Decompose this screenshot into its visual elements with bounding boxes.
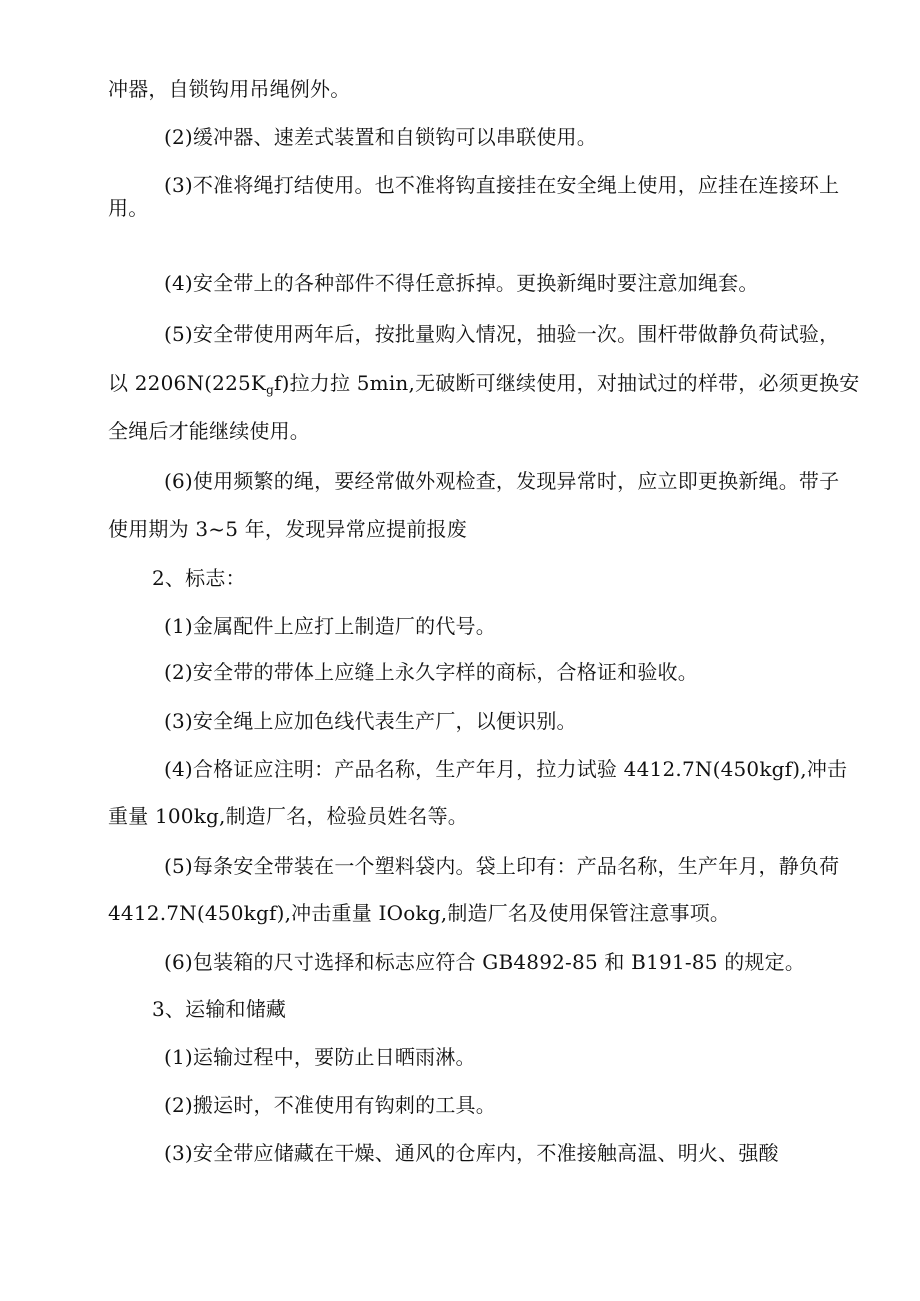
paragraph-line: 使用期为 3~5 年，发现异常应提前报废: [108, 517, 467, 541]
text-segment: f)拉力拉 5min,无破断可继续使用，对抽试过的样带，必须更换安: [273, 371, 860, 395]
paragraph-line: 重量 100kg,制造厂名，检验员姓名等。: [108, 804, 469, 828]
paragraph-line: (3)不准将绳打结使用。也不准将钩直接挂在安全绳上使用，应挂在连接环上: [164, 173, 840, 197]
paragraph-line: (4)安全带上的各种部件不得任意拆掉。更换新绳时要注意加绳套。: [164, 271, 759, 295]
section-heading: 3、运输和储藏: [152, 997, 287, 1021]
section-heading: 2、标志：: [152, 566, 246, 590]
paragraph-line: (2)搬运时，不准使用有钩刺的工具。: [164, 1093, 496, 1117]
subscript-text: g: [266, 383, 274, 397]
paragraph-line: 用。: [108, 196, 149, 220]
paragraph-line: 4412.7N(450kgf),冲击重量 IOokg,制造厂名及使用保管注意事项。: [108, 901, 731, 925]
paragraph-line: (4)合格证应注明：产品名称，生产年月，拉力试验 4412.7N(450kgf),冲击: [164, 757, 848, 781]
paragraph-line: (5)每条安全带装在一个塑料袋内。袋上印有：产品名称，生产年月，静负荷: [164, 854, 840, 878]
paragraph-line: (2)安全带的带体上应缝上永久字样的商标，合格证和验收。: [164, 660, 698, 684]
paragraph-line: (2)缓冲器、速差式装置和自锁钩可以串联使用。: [164, 125, 597, 149]
paragraph-line: (5)安全带使用两年后，按批量购入情况，抽验一次。围杆带做静负荷试验，: [164, 322, 840, 346]
paragraph-line: 冲器，自锁钩用吊绳例外。: [108, 77, 351, 101]
paragraph-line: (3)安全带应储藏在干燥、通风的仓库内，不准接触高温、明火、强酸: [164, 1141, 779, 1165]
paragraph-line: (1)运输过程中，要防止日晒雨淋。: [164, 1045, 476, 1069]
paragraph-line: [108, 371, 859, 395]
paragraph-line: (3)安全绳上应加色线代表生产厂，以便识别。: [164, 709, 577, 733]
paragraph-line: (1)金属配件上应打上制造厂的代号。: [164, 614, 496, 638]
paragraph-line: (6)包装箱的尺寸选择和标志应符合 GB4892-85 和 B191-85 的规定。: [164, 950, 806, 974]
text-segment: 以 2206N(225K: [108, 371, 267, 395]
paragraph-line: 全绳后才能继续使用。: [108, 419, 310, 443]
paragraph-line: (6)使用频繁的绳，要经常做外观检查，发现异常时，应立即更换新绳。带子: [164, 469, 840, 493]
